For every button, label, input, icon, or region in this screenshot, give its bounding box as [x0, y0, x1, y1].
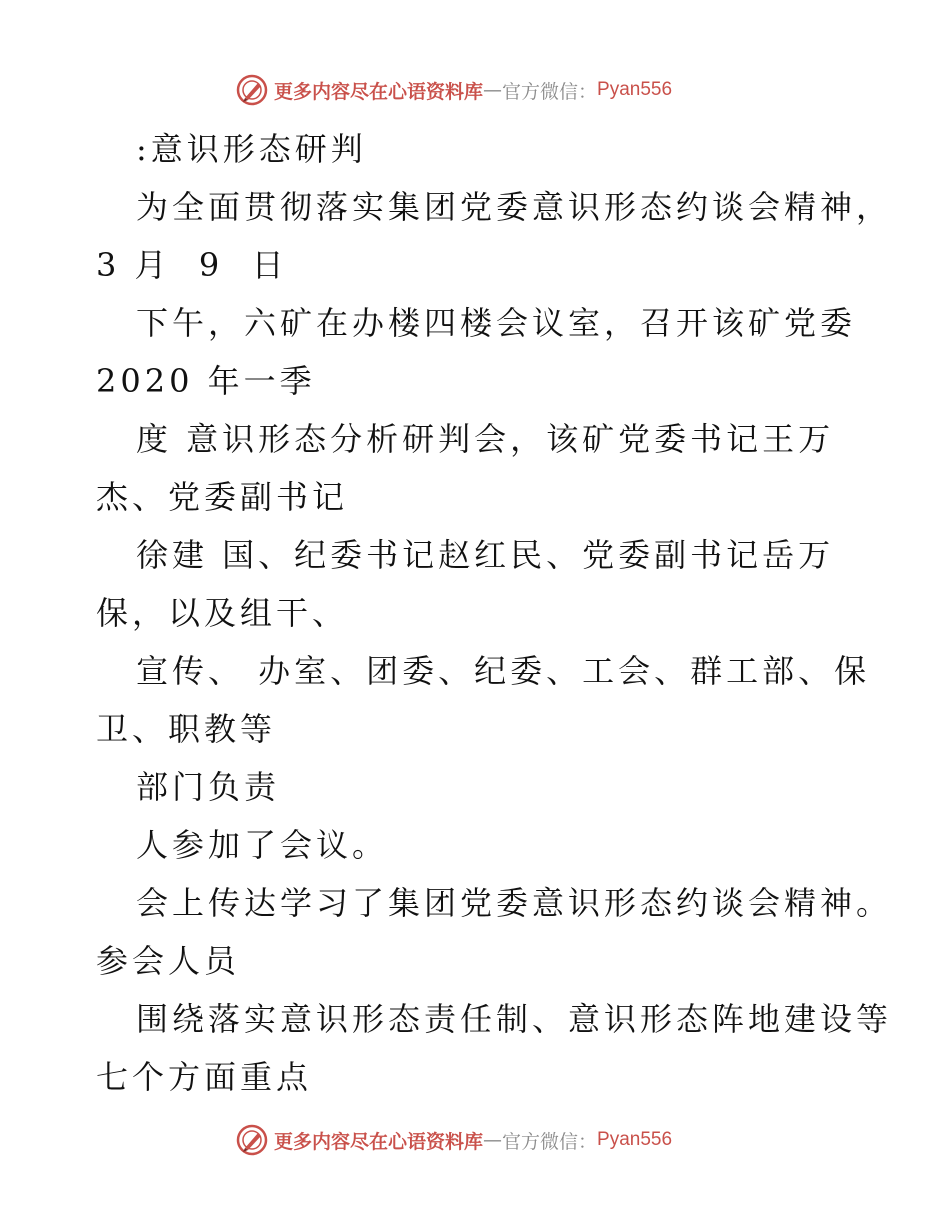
- banner-main-text: 更多内容尽在心语资料库: [274, 1130, 484, 1153]
- banner-dash: —: [483, 79, 503, 101]
- text-line: 部门负责: [136, 768, 281, 806]
- text-line: 徐建 国、纪委书记赵红民、党委副书记岳万: [136, 536, 835, 574]
- banner-label: 官方微信：: [502, 1130, 598, 1153]
- text-line: :意识形态研判: [136, 130, 367, 168]
- text-line: 下午，六矿在办楼四楼会议室，召开该矿党委: [136, 304, 857, 342]
- text-line: 围绕落实意识形态责任制、意识形态阵地建设等: [136, 1000, 893, 1038]
- text-line: 七个方面重点: [96, 1058, 313, 1096]
- text-line: 参会人员: [96, 942, 241, 980]
- banner-account: Pyan556: [597, 1129, 673, 1150]
- pen-logo-icon: [236, 1124, 268, 1156]
- text-line: 2020 年一季: [96, 362, 316, 400]
- text-line: 人参加了会议。: [136, 826, 389, 864]
- banner-dash: —: [483, 1129, 503, 1151]
- text-line: 保，以及组干、: [96, 594, 349, 632]
- text-line: 杰、党委副书记: [96, 478, 349, 516]
- text-line: 为全面贯彻落实集团党委意识形态约谈会精神，: [136, 188, 893, 226]
- banner-account: Pyan556: [597, 79, 673, 100]
- text-line: 宣传、 办室、团委、纪委、工会、群工部、保: [136, 652, 871, 690]
- banner-label: 官方微信：: [502, 80, 598, 103]
- text-line: 度 意识形态分析研判会，该矿党委书记王万: [136, 420, 835, 458]
- header-banner: [236, 72, 672, 108]
- text-line: 会上传达学习了集团党委意识形态约谈会精神。: [136, 884, 893, 922]
- pen-logo-icon: [236, 74, 268, 106]
- footer-banner: [236, 1122, 672, 1158]
- body-text: [96, 120, 916, 1106]
- text-line: 卫、职教等: [96, 710, 277, 748]
- banner-main-text: 更多内容尽在心语资料库: [274, 80, 484, 103]
- text-line: 3 月 9 日: [96, 246, 288, 284]
